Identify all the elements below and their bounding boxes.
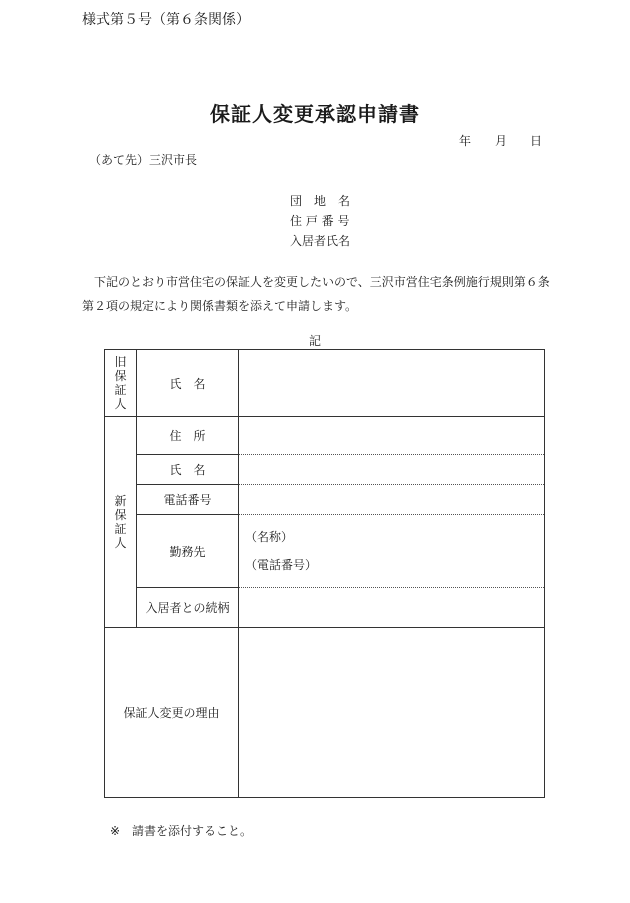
reason-field[interactable] <box>239 628 545 798</box>
old-guarantor-name-label: 氏 名 <box>137 350 239 417</box>
date-day-label: 日 <box>530 134 543 148</box>
new-guarantor-header: 新 保 証 人 <box>105 417 137 628</box>
resident-name-label: 入居者氏名 <box>290 234 351 248</box>
new-guarantor-workplace-field[interactable] <box>239 515 545 588</box>
new-guarantor-name-field[interactable] <box>239 455 545 485</box>
new-guarantor-phone-field[interactable] <box>239 485 545 515</box>
body-text: 下記のとおり市営住宅の保証人を変更したいので、三沢市営住宅条例施行規則第６条第２項の規定により関係書類を添えて申請します。 <box>82 275 550 313</box>
form-number: 様式第５号（第６条関係） <box>82 12 250 28</box>
unit-number-label: 住 戸 番 号 <box>290 214 350 228</box>
guarantor-table <box>104 349 545 798</box>
old-guarantor-header: 旧 保 証 人 <box>105 350 137 417</box>
date-year-label: 年 <box>459 134 472 148</box>
reason-label: 保証人変更の理由 <box>105 628 239 798</box>
old-guarantor-name-field[interactable] <box>239 350 545 417</box>
new-guarantor-name-label: 氏 名 <box>137 455 239 485</box>
new-guarantor-address-label: 住 所 <box>137 417 239 455</box>
new-guarantor-phone-label: 電話番号 <box>137 485 239 515</box>
date-month-label: 月 <box>495 134 508 148</box>
workplace-phone-label: （電話番号） <box>245 558 318 572</box>
attachment-note: ※ 請書を添付すること。 <box>110 824 253 838</box>
new-guarantor-address-field[interactable] <box>239 417 545 455</box>
relationship-label: 入居者との続柄 <box>137 588 239 628</box>
new-guarantor-workplace-label: 勤務先 <box>137 515 239 588</box>
workplace-name-label: （名称） <box>245 530 294 544</box>
danchi-name-label: 団 地 名 <box>290 194 351 208</box>
relationship-field[interactable] <box>239 588 545 628</box>
addressee: （あて先）三沢市長 <box>89 153 198 167</box>
document-title: 保証人変更承認申請書 <box>210 102 420 126</box>
ki-heading: 記 <box>308 334 321 348</box>
